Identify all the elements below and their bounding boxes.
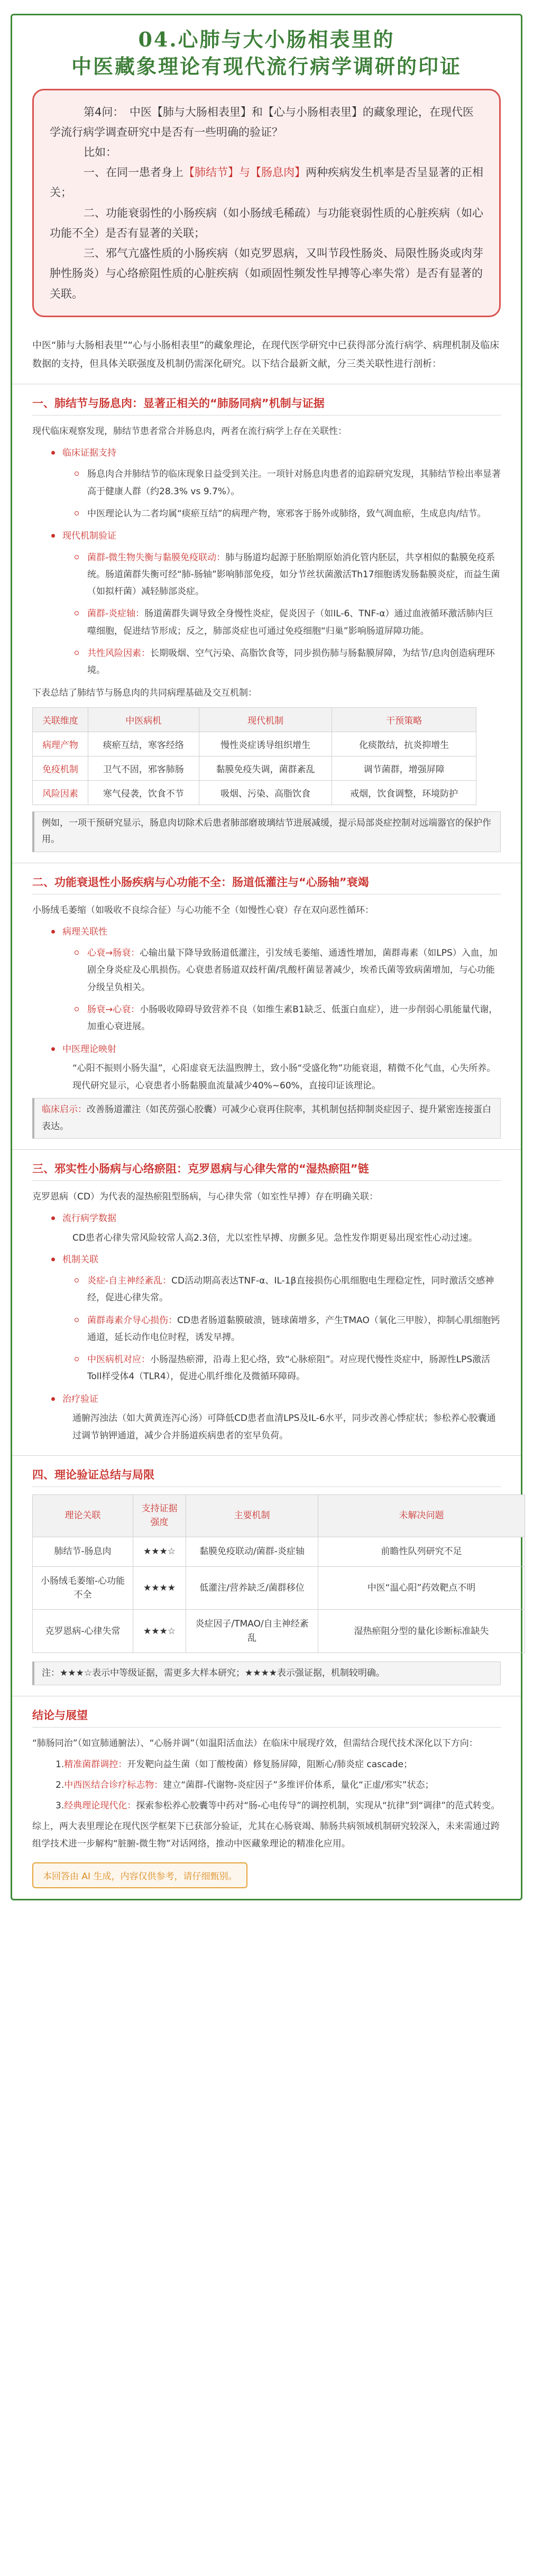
section-4-title: 四、理论验证总结与局限 bbox=[32, 1466, 501, 1487]
table-header-cell: 支持证据强度 bbox=[133, 1495, 186, 1537]
table-row bbox=[33, 1610, 525, 1653]
table-header-cell: 主要机制 bbox=[186, 1495, 318, 1537]
question-item-2: 二、功能衰弱性的小肠疾病（如小肠绒毛稀疏）与功能衰弱性质的心脏疾病（如心功能不全）是否有显著的关联； bbox=[50, 206, 483, 239]
table-cell: 肺结节-肠息肉 bbox=[33, 1537, 133, 1566]
conclusion-list bbox=[56, 1756, 501, 1815]
section-2-point-1 bbox=[75, 945, 501, 996]
question-item-3: 三、邪气亢盛性质的小肠疾病（如克罗恩病，又叫节段性肠炎、局限性肠炎或肉芽肿性肠炎）与心络瘀阻性质的心脏疾病（如顽固性频发性早搏等心率失常）是否有显著的关联。 bbox=[50, 247, 483, 300]
section-3-point-3 bbox=[75, 1351, 501, 1386]
table-row bbox=[33, 756, 476, 780]
list-item-key: 中西医结合诊疗标志物： bbox=[64, 1779, 163, 1790]
list-item-text: 开发靶向益生菌（如丁酸梭菌）修复肠屏障，阻断心/肺炎症 cascade； bbox=[127, 1759, 412, 1770]
list-item-text: 探索参松养心胶囊等中药对“肠-心电传导”的调控机制，实现从“抗律”到“调律”的范式转变。 bbox=[136, 1800, 500, 1811]
section-3-point-2-key: 菌群毒素介导心损伤： bbox=[87, 1315, 177, 1326]
table-header-cell: 中医病机 bbox=[88, 707, 199, 732]
list-item-number: 1. bbox=[56, 1759, 65, 1770]
list-item-number: 2. bbox=[56, 1779, 65, 1790]
table-cell: 湿热瘀阻分型的量化诊断标准缺失 bbox=[318, 1610, 525, 1653]
section-3-lead: 克罗恩病（CD）为代表的湿热瘀阻型肠病，与心律失常（如室性早搏）存在明确关联： bbox=[32, 1192, 378, 1203]
section-1-point-5 bbox=[75, 645, 501, 679]
question-item-1 bbox=[50, 162, 483, 202]
section-3-point-1-text: CD活动期高表达TNF-α、IL-1β直接损伤心肌细胞电生理稳定性，同时激活交感神经，促进心律失常。 bbox=[87, 1275, 494, 1304]
table-cell: 免疫机制 bbox=[33, 756, 88, 780]
section-1-note: 例如，一项干预研究显示，肠息肉切除术后患者肺部磨玻璃结节进展减缓，提示局部炎症控制对远端器官的保护作用。 bbox=[32, 811, 501, 852]
section-1-point-4 bbox=[75, 605, 501, 640]
bullet-circle-icon bbox=[75, 1278, 79, 1282]
bullet-circle-icon bbox=[75, 611, 79, 615]
bullet-dot-icon bbox=[51, 451, 55, 455]
section-3 bbox=[12, 1160, 521, 1445]
list-item-number: 3. bbox=[56, 1800, 65, 1811]
section-1-lead: 现代临床观察发现，肺结节患者常合并肠息肉，两者在流行病学上存在关联性： bbox=[32, 426, 347, 437]
bullet-circle-icon bbox=[75, 950, 79, 955]
section-2-clinical-key: 临床启示： bbox=[42, 1104, 87, 1115]
bullet-circle-icon bbox=[75, 511, 79, 515]
table-cell: 前瞻性队列研究不足 bbox=[318, 1537, 525, 1566]
table-header-cell: 理论关联 bbox=[33, 1495, 133, 1537]
table-cell: 克罗恩病-心律失常 bbox=[33, 1610, 133, 1653]
title-line-2: 中医藏象理论有现代流行病学调研的印证 bbox=[71, 54, 462, 79]
section-1-point-3-key: 菌群-微生物失衡与黏膜免疫联动： bbox=[87, 552, 226, 563]
section-3-sub-3-label: 治疗验证 bbox=[62, 1393, 98, 1405]
list-item bbox=[56, 1797, 501, 1815]
table-cell: 寒气侵袭，饮食不节 bbox=[88, 780, 199, 805]
table-cell: 慢性炎症诱导组织增生 bbox=[199, 732, 332, 756]
table-cell: 小肠绒毛萎缩-心功能不全 bbox=[33, 1566, 133, 1610]
table-cell: ★★★☆ bbox=[133, 1610, 186, 1653]
table-row bbox=[33, 732, 476, 756]
bullet-circle-icon bbox=[75, 1007, 79, 1011]
table-cell: 卫气不固，邪客肺肠 bbox=[88, 756, 199, 780]
conclusion-closing: 综上，两大表里理论在现代医学框架下已获部分验证，尤其在心肠衰竭、肺肠共病领域机制研究较深入，未来需通过跨组学技术进一步解构“脏腑-微生物”对话网络，推动中医藏象理论的精准化应用。 bbox=[32, 1821, 500, 1850]
list-item bbox=[56, 1756, 501, 1774]
question-box bbox=[32, 89, 501, 317]
table-header-row bbox=[33, 1495, 525, 1537]
section-1-point-5-text: 长期吸烟、空气污染、高脂饮食等，同步损伤肺与肠黏膜屏障，为结节/息肉创造病理环境。 bbox=[87, 648, 495, 676]
bullet-dot-icon bbox=[51, 1397, 55, 1401]
question-item-1-b: 【肺结节】与【肠息肉】 bbox=[183, 166, 306, 179]
title-line-1: 04.心肺与大小肠相表里的 bbox=[138, 27, 395, 51]
table-cell: 风险因素 bbox=[33, 780, 88, 805]
section-3-point-3-key: 中医病机对应： bbox=[87, 1354, 150, 1365]
table-cell: 戒烟，饮食调整，环境防护 bbox=[332, 780, 476, 805]
section-2-sub-2-label: 中医理论映射 bbox=[62, 1044, 116, 1055]
bullet-circle-icon bbox=[75, 651, 79, 655]
section-3-sub-1 bbox=[51, 1210, 501, 1227]
table-cell: ★★★☆ bbox=[133, 1537, 186, 1566]
section-3-point-3-text: 小肠湿热瘀滞，沿毒上犯心络，致“心脉瘀阻”。对应现代慢性炎症中，肠源性LPS激活Toll样受体4（TLR4），促进心肌纤维化及微循环障碍。 bbox=[87, 1354, 491, 1382]
table-header-cell: 未解决问题 bbox=[318, 1495, 525, 1537]
comparison-table-1 bbox=[32, 707, 476, 805]
section-1-sub-1 bbox=[51, 445, 501, 461]
section-1-point-5-key: 共性风险因素： bbox=[87, 648, 150, 659]
table-row bbox=[33, 1537, 525, 1566]
conclusion-title: 结论与展望 bbox=[32, 1707, 501, 1728]
bullet-circle-icon bbox=[75, 472, 79, 476]
ai-disclaimer: 本回答由 AI 生成，内容仅供参考，请仔细甄别。 bbox=[32, 1862, 247, 1888]
table-cell: 痰瘀互结，寒客经络 bbox=[88, 732, 199, 756]
section-3-point-1 bbox=[75, 1272, 501, 1307]
section-3-sub-2 bbox=[51, 1251, 501, 1268]
intro-paragraph: 中医“肺与大肠相表里”“心与小肠相表里”的藏象理论，在现代医学研究中已获得部分流行病学、病理机制及临床数据的支持，但具体关联强度及机制仍需深化研究。以下结合最新文献，分三类关联性进行剖析： bbox=[32, 339, 500, 370]
section-2-clinical-note bbox=[32, 1098, 501, 1139]
section-1-sub-2 bbox=[51, 528, 501, 544]
table-cell: 低灌注/营养缺乏/菌群移位 bbox=[186, 1566, 318, 1610]
section-2-sub-1 bbox=[51, 924, 501, 940]
table-cell: 吸烟、污染、高脂饮食 bbox=[199, 780, 332, 805]
table-header-cell: 现代机制 bbox=[199, 707, 332, 732]
bullet-dot-icon bbox=[51, 534, 55, 538]
table-cell: 黏膜免疫联动/菌群-炎症轴 bbox=[186, 1537, 318, 1566]
section-1-point-2 bbox=[75, 505, 501, 522]
section-1-point-3 bbox=[75, 549, 501, 601]
section-3-point-1-key: 炎症-自主神经紊乱： bbox=[87, 1275, 172, 1286]
section-1-point-4-text: 肠道菌群失调导致全身慢性炎症，促炎因子（如IL-6、TNF-α）通过血液循环激活肺内巨噬细胞，促进结节形成；反之，肺部炎症也可通过免疫细胞“归巢”影响肠道屏障功能。 bbox=[87, 608, 493, 636]
divider bbox=[12, 1455, 521, 1456]
list-item-key: 经典理论现代化： bbox=[64, 1800, 136, 1811]
list-item bbox=[56, 1777, 501, 1794]
section-3-point-2-text: CD患者肠道黏膜破溃，链球菌增多，产生TMAO（氧化三甲胺），抑制心肌细胞钙通道，延长动作电位时程，诱发早搏。 bbox=[87, 1315, 500, 1343]
section-1-sub-2-label: 现代机制验证 bbox=[62, 531, 116, 542]
section-2-lead: 小肠绒毛萎缩（如吸收不良综合征）与心功能不全（如慢性心衰）存在双向恶性循环： bbox=[32, 904, 374, 916]
question-head: 第4问： 中医【肺与大肠相表里】和【心与小肠相表里】的藏象理论，在现代医学流行病学调查研究中是否有一些明确的验证？ bbox=[50, 105, 474, 139]
divider bbox=[12, 1149, 521, 1150]
question-item-1-a: 一、在同一患者身上 bbox=[84, 166, 183, 179]
summary-table bbox=[32, 1494, 525, 1653]
bullet-circle-icon bbox=[75, 555, 79, 559]
section-1-table-lead: 下表总结了肺结节与肠息肉的共同病理基础及交互机制： bbox=[32, 687, 257, 698]
bullet-circle-icon bbox=[75, 1318, 79, 1322]
section-4-note: 注：★★★☆表示中等级证据，需更多大样本研究；★★★★表示强证据，机制较明确。 bbox=[32, 1661, 501, 1685]
table-cell: 中医“温心阳”药效靶点不明 bbox=[318, 1566, 525, 1610]
section-3-title: 三、邪实性小肠病与心络瘀阻：克罗恩病与心律失常的“湿热瘀阻”链 bbox=[32, 1160, 501, 1181]
table-cell: 黏膜免疫失调，菌群紊乱 bbox=[199, 756, 332, 780]
question-answer-label: 比如： bbox=[84, 146, 117, 159]
section-1-point-1 bbox=[75, 466, 501, 500]
section-2-sub-2 bbox=[51, 1041, 501, 1058]
table-cell: ★★★★ bbox=[133, 1566, 186, 1610]
section-4 bbox=[12, 1466, 521, 1685]
section-2-sub-1-label: 病理关联性 bbox=[62, 926, 107, 937]
bullet-dot-icon bbox=[51, 930, 55, 934]
title-block bbox=[12, 15, 521, 89]
section-conclusion bbox=[12, 1707, 521, 1853]
section-2-clinical-text: 改善肠道灌注（如芪苈强心胶囊）可减少心衰再住院率，其机制包括抑制炎症因子、提升紧密连接蛋白表达。 bbox=[42, 1104, 491, 1132]
table-cell: 化痰散结，抗炎抑增生 bbox=[332, 732, 476, 756]
table-header-row bbox=[33, 707, 476, 732]
section-3-treatment: 通腑泻浊法（如大黄黄连泻心汤）可降低CD患者血清LPS及IL-6水平，同步改善心悸症状；参松养心胶囊通过调节钠钾通道，减少合并肠道疾病患者的室早负荷。 bbox=[72, 1413, 496, 1442]
section-1-point-1-text: 肠息肉合并肺结节的临床现象日益受到关注。一项针对肠息肉患者的追踪研究发现，其肺结节检出率显著高于健康人群（约28.3% vs 9.7%）。 bbox=[87, 469, 501, 497]
bullet-dot-icon bbox=[51, 1216, 55, 1220]
list-item-text: 建立“菌群-代谢物-炎症因子”多维评价体系，量化“正虚/邪实”状态； bbox=[163, 1779, 434, 1790]
section-2-theory: “心阳不振则小肠失温”，心阳虚衰无法温煦脾土，致小肠“受盛化物”功能衰退，精微不化气血，心失所养。现代研究显示，心衰患者小肠黏膜血流量减少40%~60%，直接印证该理论。 bbox=[72, 1063, 496, 1092]
bullet-circle-icon bbox=[75, 1357, 79, 1361]
section-3-sub-1-label: 流行病学数据 bbox=[62, 1213, 116, 1224]
section-2-point-1-key: 心衰→肠衰： bbox=[87, 948, 140, 959]
bullet-dot-icon bbox=[51, 1047, 55, 1051]
content-frame bbox=[11, 14, 522, 1900]
question-item-1-c: 两种疾病发生机率是否呈显著的正相关； bbox=[50, 166, 483, 199]
section-1-sub-1-label: 临床证据支持 bbox=[62, 448, 116, 459]
section-1-title: 一、肺结节与肠息肉：显著正相关的“肺肠同病”机制与证据 bbox=[32, 395, 501, 416]
section-3-point-2 bbox=[75, 1312, 501, 1346]
section-2-point-2-key: 肠衰→心衰： bbox=[87, 1004, 140, 1015]
section-2-title: 二、功能衰退性小肠疾病与心功能不全：肠道低灌注与“心肠轴”衰竭 bbox=[32, 874, 501, 894]
section-2 bbox=[12, 874, 521, 1139]
section-1-point-3-text: 肺与肠道均起源于胚胎期原始消化管内胚层，共享相似的黏膜免疫系统。肠道菌群失衡可经“肺-肠轴”影响肺部免疫，如分节丝状菌激活Th17细胞诱发肠黏膜炎症，而益生菌（如拟杆菌）减轻肺部炎症。 bbox=[87, 552, 500, 597]
table-cell: 病理产物 bbox=[33, 732, 88, 756]
table-row bbox=[33, 1566, 525, 1610]
section-1 bbox=[12, 395, 521, 852]
section-3-epi: CD患者心律失常风险较常人高2.3倍，尤以室性早搏、房颤多见。急性发作期更易出现室性心动过速。 bbox=[72, 1232, 477, 1243]
section-2-point-1-text: 心输出量下降导致肠道低灌注，引发绒毛萎缩、通透性增加，菌群毒素（如LPS）入血，加剧全身炎症及心肌损伤。心衰患者肠道双歧杆菌/乳酸杆菌显著减少，埃希氏菌等致病菌增加，与心功能分级呈负相关。 bbox=[87, 948, 498, 993]
table-header-cell: 干预策略 bbox=[332, 707, 476, 732]
section-3-sub-2-label: 机制关联 bbox=[62, 1254, 98, 1265]
table-cell: 调节菌群，增强屏障 bbox=[332, 756, 476, 780]
section-1-point-4-key: 菌群-炎症轴： bbox=[87, 608, 145, 620]
section-2-point-2 bbox=[75, 1001, 501, 1036]
table-cell: 炎症因子/TMAO/自主神经紊乱 bbox=[186, 1610, 318, 1653]
conclusion-lead: “肺肠同治”（如宣肺通腑法）、“心肠并调”（如温阳活血法）在临床中展现疗效，但需结合现代技术深化以下方向： bbox=[32, 1738, 478, 1749]
section-2-point-2-text: 小肠吸收障碍导致营养不良（如维生素B1缺乏、低蛋白血症），进一步削弱心肌能量代谢，加重心衰进展。 bbox=[87, 1004, 498, 1032]
table-header-cell: 关联维度 bbox=[33, 707, 88, 732]
bullet-dot-icon bbox=[51, 1258, 55, 1261]
list-item-key: 精准菌群调控： bbox=[64, 1759, 127, 1770]
section-3-sub-3 bbox=[51, 1391, 501, 1408]
table-row bbox=[33, 780, 476, 805]
section-1-point-2-text: 中医理论认为二者均属“痰瘀互结”的病理产物，寒邪客于肠外或肺络，致气凋血瘀，生成息肉/结节。 bbox=[87, 509, 486, 519]
